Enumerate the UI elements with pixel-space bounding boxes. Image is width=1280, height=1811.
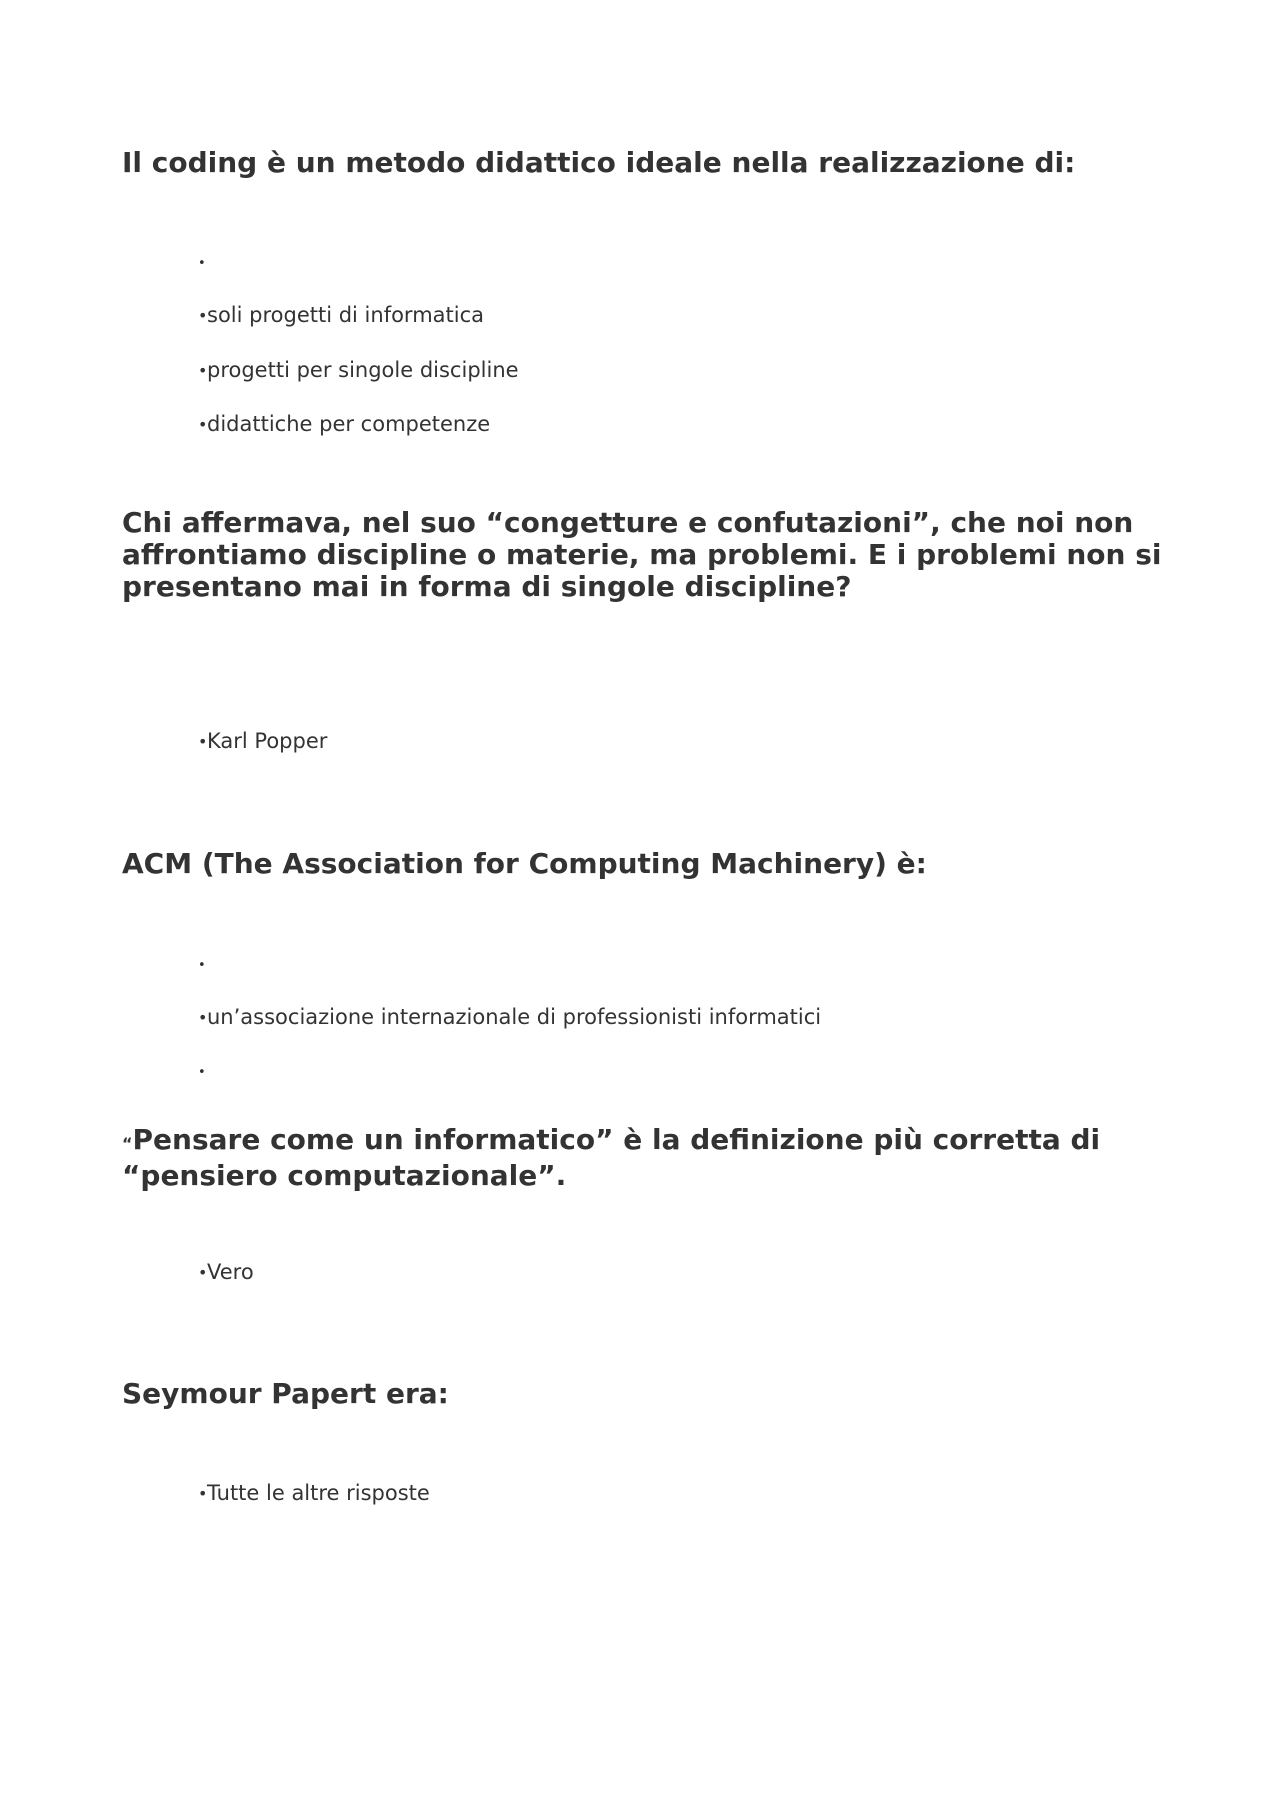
bullet-icon: • — [198, 958, 206, 973]
question-4-heading — [122, 1124, 1172, 1192]
question-3-option-2 — [198, 1004, 1198, 1031]
bullet-icon: • — [198, 1065, 206, 1080]
question-1-option-3 — [198, 357, 1198, 384]
question-1-heading: Il coding è un metodo didattico ideale nella realizzazione di: — [122, 146, 1076, 179]
option-text: progetti per singole discipline — [207, 358, 519, 382]
question-3-option-3 — [198, 1057, 1198, 1086]
option-text: soli progetti di informatica — [207, 303, 485, 327]
option-text: un’associazione internazionale di professionisti informatici — [207, 1005, 822, 1029]
bullet-icon: • — [198, 361, 208, 380]
option-text: Vero — [207, 1260, 254, 1284]
bullet-icon: • — [198, 415, 208, 434]
bullet-icon: • — [198, 306, 208, 325]
question-1-option-4 — [198, 411, 1198, 438]
bullet-icon: • — [198, 256, 206, 271]
question-4-option-1 — [198, 1259, 1198, 1286]
open-quote: “ — [122, 1134, 133, 1153]
bullet-icon: • — [198, 732, 208, 751]
bullet-icon: • — [198, 1008, 208, 1027]
question-5-heading: Seymour Papert era: — [122, 1377, 449, 1410]
question-2-option-1 — [198, 728, 1198, 755]
question-1-option-1 — [198, 248, 1198, 277]
question-3-option-1 — [198, 950, 1198, 979]
option-text: didattiche per competenze — [207, 412, 491, 436]
option-text: Karl Popper — [207, 729, 328, 753]
question-2-heading: Chi affermava, nel suo “congetture e confutazioni”, che noi non affrontiamo discipline o materie, ma problemi. E i problemi non si presentano mai in forma di singole discipline? — [122, 506, 1162, 603]
bullet-icon: • — [198, 1484, 208, 1503]
question-5-option-1 — [198, 1480, 1198, 1507]
bullet-icon: • — [198, 1263, 208, 1282]
question-4-text: Pensare come un informatico” è la definizione più corretta di “pensiero computazionale”. — [122, 1123, 1101, 1192]
question-3-heading: ACM (The Association for Computing Machinery) è: — [122, 847, 927, 880]
option-text: Tutte le altre risposte — [207, 1481, 430, 1505]
question-1-option-2 — [198, 302, 1198, 329]
